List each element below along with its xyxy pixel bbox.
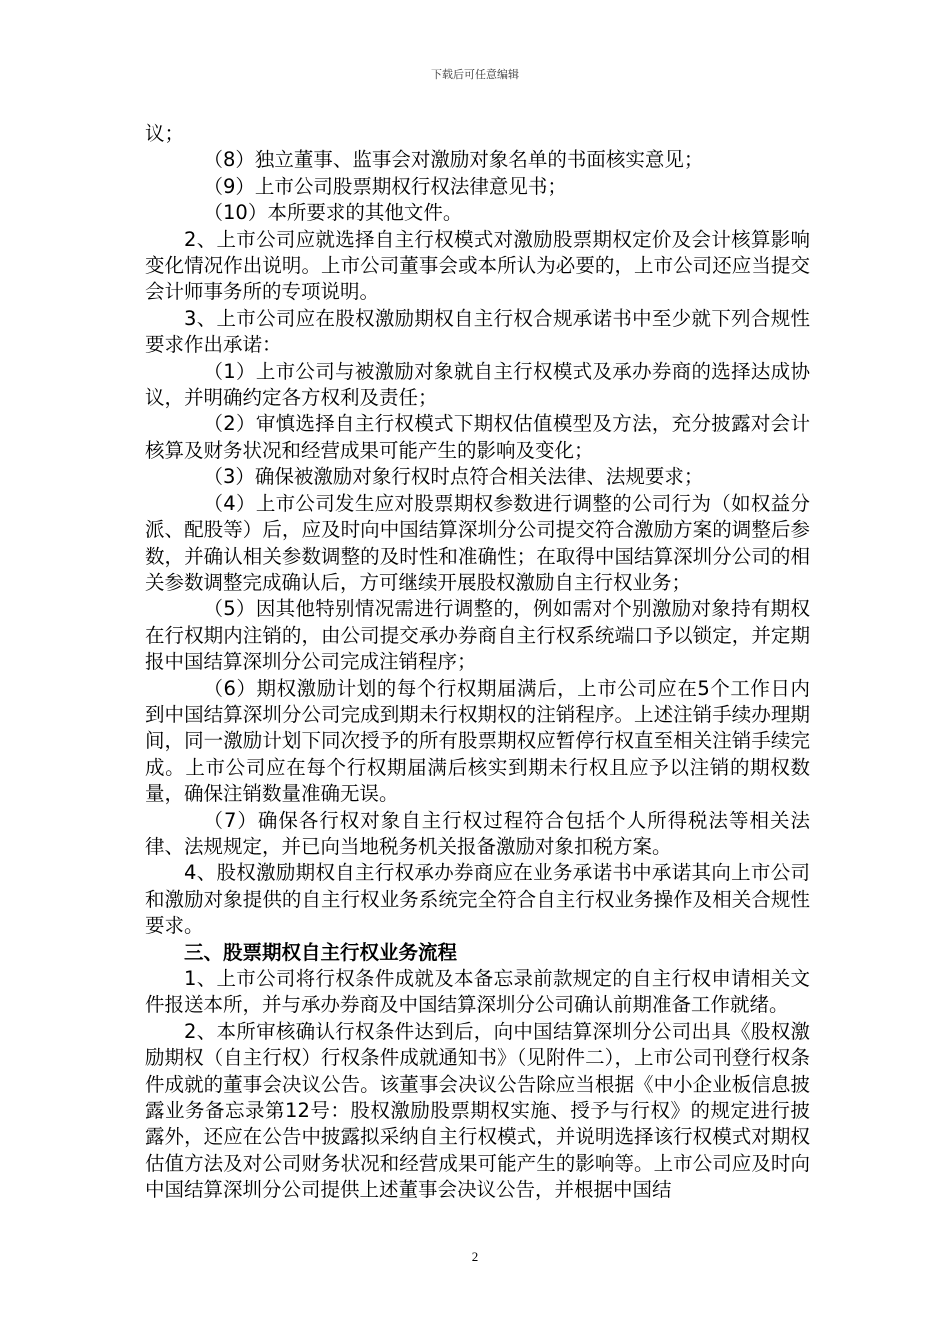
paragraph: （10）本所要求的其他文件。 bbox=[203, 201, 463, 225]
paragraph: 4、股权激励期权自主行权承办券商应在业务承诺书中承诺其向上市公司和激励对象提供的自主行权业务系统完全符合自主行权业务操作及相关合规性要求。 bbox=[145, 861, 810, 938]
paragraph: 3、上市公司应在股权激励期权自主行权合规承诺书中至少就下列合规性要求作出承诺： bbox=[145, 306, 810, 357]
paragraph: （6）期权激励计划的每个行权期届满后，上市公司应在5个工作日内到中国结算深圳分公司完成到期未行权期权的注销程序。上述注销手续办理期间，同一激励计划下同次授予的所有股票期权应暂停行权直至相关注销手续完成。上市公司应在每个行权期届满后核实到期未行权且应予以注销的期权数量，确保注销数量准确无误。 bbox=[145, 676, 810, 806]
page-header: 下载后可任意编辑 bbox=[431, 68, 519, 81]
paragraph: 2、本所审核确认行权条件达到后，向中国结算深圳分公司出具《股权激励期权（自主行权）行权条件成就通知书》（见附件二），上市公司刊登行权条件成就的董事会决议公告。该董事会决议公告除应当根据《中小企业板信息披露业务备忘录第12号：股权激励股票期权实施、授予与行权》的规定进行披露外，还应在公告中披露拟采纳自主行权模式，并说明选择该行权模式对期权估值方法及对公司财务状况和经营成果可能产生的影响等。上市公司应及时向中国结算深圳分公司提供上述董事会决议公告，并根据中国结 bbox=[145, 1019, 810, 1202]
paragraph: （4）上市公司发生应对股票期权参数进行调整的公司行为（如权益分派、配股等）后，应及时向中国结算深圳分公司提交符合激励方案的调整后参数，并确认相关参数调整的及时性和准确性；在取得中国结算深圳分公司的相关参数调整完成确认后，方可继续开展股权激励自主行权业务； bbox=[145, 491, 810, 594]
paragraph: （3）确保被激励对象行权时点符合相关法律、法规要求； bbox=[203, 465, 704, 489]
paragraph: 2、上市公司应就选择自主行权模式对激励股票期权定价及会计核算影响变化情况作出说明。上市公司董事会或本所认为必要的，上市公司还应当提交会计师事务所的专项说明。 bbox=[145, 227, 810, 304]
paragraph: （5）因其他特别情况需进行调整的，例如需对个别激励对象持有期权在行权期内注销的，由公司提交承办券商自主行权系统端口予以锁定，并定期报中国结算深圳分公司完成注销程序； bbox=[145, 597, 810, 674]
paragraph: （7）确保各行权对象自主行权过程符合包括个人所得税法等相关法律、法规规定，并已向当地税务机关报备激励对象扣税方案。 bbox=[145, 808, 810, 858]
section-heading: 三、股票期权自主行权业务流程 bbox=[184, 940, 458, 964]
paragraph: （9）上市公司股票期权行权法律意见书； bbox=[203, 174, 567, 198]
paragraph: （8）独立董事、监事会对激励对象名单的书面核实意见； bbox=[203, 148, 704, 172]
paragraph: 1、上市公司将行权条件成就及本备忘录前款规定的自主行权申请相关文件报送本所，并与承办券商及中国结算深圳分公司确认前期准备工作就绪。 bbox=[145, 967, 810, 1017]
paragraph: 议； bbox=[145, 122, 185, 145]
paragraph: （1）上市公司与被激励对象就自主行权模式及承办券商的选择达成协议，并明确约定各方权利及责任； bbox=[145, 359, 810, 410]
paragraph: （2）审慎选择自主行权模式下期权估值模型及方法，充分披露对会计核算及财务状况和经营成果可能产生的影响及变化； bbox=[145, 412, 810, 462]
document-body bbox=[145, 121, 810, 1204]
page-number: 2 bbox=[471, 1249, 479, 1264]
